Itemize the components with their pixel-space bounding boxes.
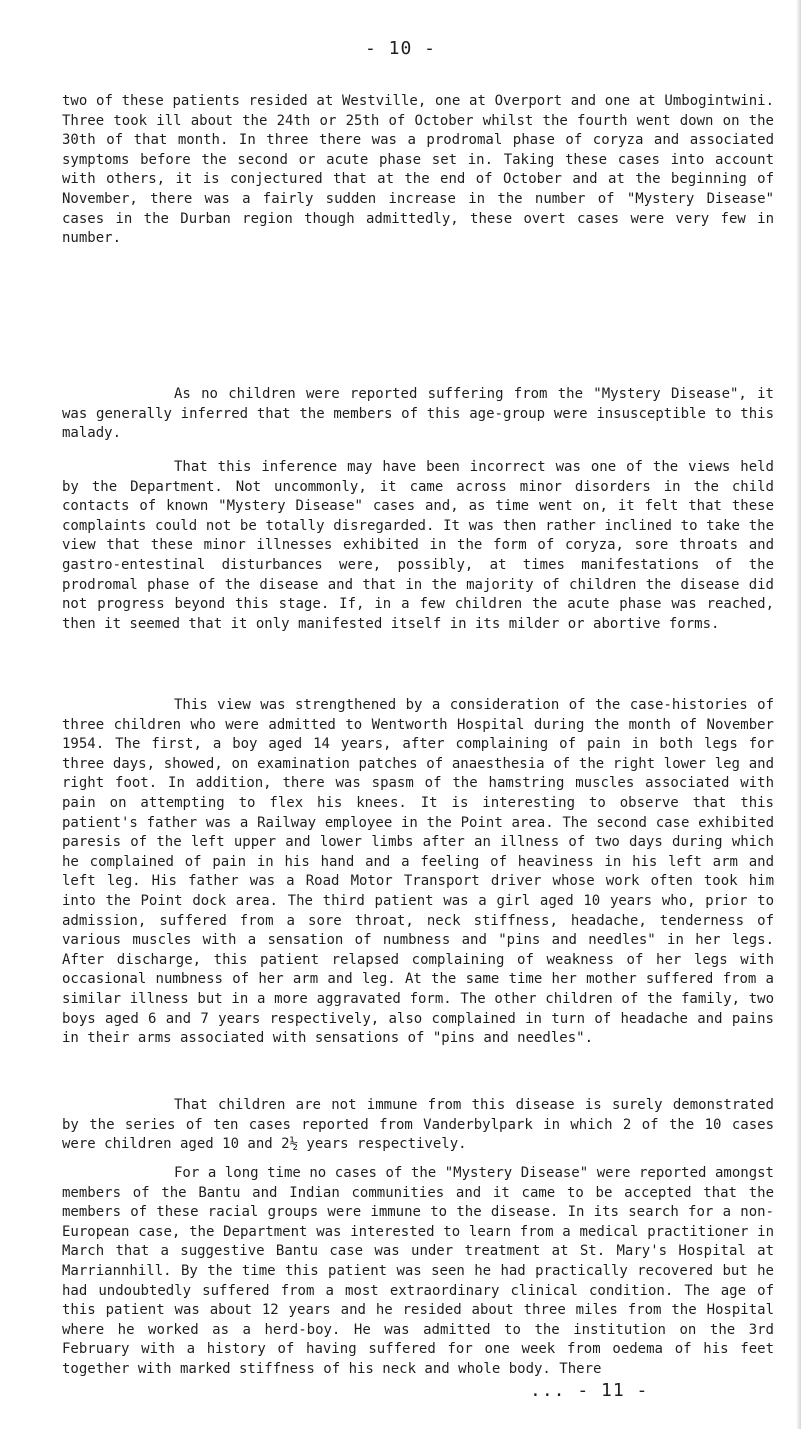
paragraph-vanderbylpark-series: That children are not immune from this disease is surely demonstrated by the series of ten cases reported from Vanderbylpark in which 2 of the 10 cases were children aged 10 and 2½ years respectively. [62,1097,774,1153]
paragraph-children-insusceptible: As no children were reported suffering from the "Mystery Disease", it was generally inferred that the members of this age-group were insusceptible to this malady. [62,386,774,442]
scan-edge-shadow [796,0,801,1429]
paragraph-wentworth-case-histories: This view was strengthened by a consideration of the case-histories of three children who were admitted to Wentworth Hospital during the month of November 1954. The first, a boy aged 14 years, after complaining of pain in both legs for three days, showed, on examination patches of anaesthesia of the right lower leg and right foot. In addition, there was spasm of the hamstring muscles associated with pain on attempting to flex his knees. It is interesting to observe that this patient's father was a Railway employee in the Point area. The second case exhibited paresis of the left upper and lower limbs after an illness of two days during which he complained of pain in his hand and a feeling of heaviness in his left arm and left leg. His father was a Road Motor Transport driver whose work often took him into the Point dock area. The third patient was a girl aged 10 years who, prior to admission, suffered from a sore throat, neck stiffness, headache, tenderness of various muscles with a sensation of numbness and "pins and needles" in her legs. After discharge, this patient relapsed complaining of weakness of her legs with occasional numbness of her arm and leg. At the same time her mother suffered from a similar illness but in a more aggravated form. The other children of the family, two boys aged 6 and 7 years respectively, also complained in turn of headache and pains in their arms associated with sensations of "pins and needles". [62,697,774,1047]
continuation-marker: ... - 11 - [530,1380,649,1401]
page-number: - 10 - [364,38,437,59]
paragraph-bantu-indian-communities: For a long time no cases of the "Mystery Disease" were reported amongst members of the Bantu and Indian communities and it came to be accepted that the members of these racial groups were immune to the disease. In its search for a non-European case, the Department was interested to learn from a medical practitioner in March that a suggestive Bantu case was under treatment at St. Mary's Hospital at Marriannhill. By the time this patient was seen he had practically recovered but he had undoubtedly suffered from a most extraordinary clinical condition. The age of this patient was about 12 years and he resided about three miles from the Hospital where he worked as a herd-boy. He was admitted to the institution on the 3rd February with a history of having suffered for one week from oedema of his feet together with marked stiffness of his neck and whole body. There [62,1165,774,1377]
paragraph-inference-incorrect: That this inference may have been incorrect was one of the views held by the Department. Not uncommonly, it came across minor disorders in the child contacts of known "Mystery Disease" cases and, as time went on, it felt that these complaints could not be totally disregarded. It was then rather inclined to take the view that these minor illnesses exhibited in the form of coryza, sore throats and gastro-entestinal disturbances were, possibly, at times manifestations of the prodromal phase of the disease and that in the majority of children the disease did not progress beyond this stage. If, in a few children the acute phase was reached, then it seemed that it only manifested itself in its milder or abortive forms. [62,459,774,632]
paragraph-westville-cases: two of these patients resided at Westville, one at Overport and one at Umbogintwini. Three took ill about the 24th or 25th of October whilst the fourth went down on the 30th of that month. In three there was a prodromal phase of coryza and associated symptoms before the second or acute phase set in. Taking these cases into account with others, it is conjectured that at the end of October and at the beginning of November, there was a fairly sudden increase in the number of "Mystery Disease" cases in the Durban region though admittedly, these overt cases were very few in number. [62,93,774,247]
